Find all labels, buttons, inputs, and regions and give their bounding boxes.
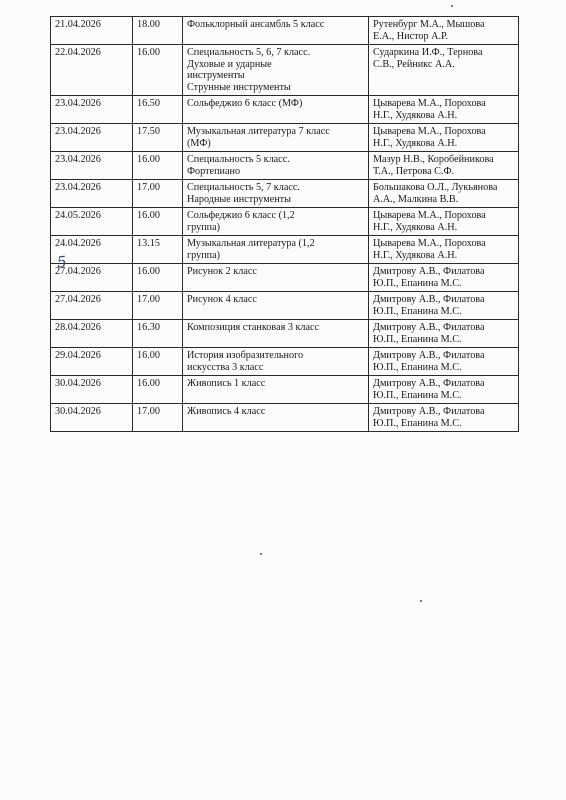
event-cell [183, 320, 369, 348]
time-cell: 16.00 [133, 208, 183, 236]
teachers-cell [369, 236, 519, 264]
teachers-cell-line: Н.Г., Худякова А.Н. [373, 221, 458, 233]
table-row [51, 208, 519, 236]
date-cell: 23.04.2026 [51, 180, 133, 208]
teachers-cell-line: Цыварева М.А., Порохова [373, 98, 486, 109]
table-row [51, 320, 519, 348]
event-cell-line: Музыкальная литература (1,2 [187, 238, 315, 249]
event-cell [183, 236, 369, 264]
teachers-cell [369, 264, 519, 292]
event-cell [183, 152, 369, 180]
event-cell-line: Рисунок 2 класс [187, 266, 257, 277]
event-cell-line: Музыкальная литература 7 класс [187, 126, 330, 137]
teachers-cell-line: Н.Г., Худякова А.Н. [373, 109, 458, 121]
event-cell [183, 404, 369, 432]
event-cell [183, 208, 369, 236]
teachers-cell-line: А.А., Малкина В.В. [373, 193, 459, 205]
teachers-cell [369, 96, 519, 124]
teachers-cell-line: Ю.П., Епанина М.С. [373, 305, 462, 317]
teachers-cell-line: Н.Г., Худякова А.Н. [373, 137, 458, 149]
event-cell [183, 292, 369, 320]
date-cell: 21.04.2026 [51, 17, 133, 45]
teachers-cell-line: С.В., Рейникс А.А. [373, 58, 455, 70]
time-cell: 16.00 [133, 45, 183, 96]
teachers-cell-line: Большакова О.Л., Лукьянова [373, 182, 498, 193]
event-cell [183, 376, 369, 404]
date-cell: 28.04.2026 [51, 320, 133, 348]
teachers-cell-line: Е.А., Нистор А.Р. [373, 30, 448, 42]
table-row [51, 17, 519, 45]
teachers-cell-line: Рутенбург М.А., Мышова [373, 19, 485, 30]
teachers-cell [369, 152, 519, 180]
schedule-body [51, 17, 519, 432]
teachers-cell-line: Ю.П., Епанина М.С. [373, 361, 462, 373]
event-cell-line: Специальность 5, 7 класс. [187, 182, 300, 193]
time-cell: 17.00 [133, 180, 183, 208]
event-cell-line: (МФ) [187, 137, 211, 149]
time-cell: 17.50 [133, 124, 183, 152]
time-cell: 16.00 [133, 264, 183, 292]
time-cell: 16.00 [133, 152, 183, 180]
event-cell-line: Композиция станковая 3 класс [187, 322, 320, 333]
teachers-cell [369, 180, 519, 208]
teachers-cell [369, 376, 519, 404]
table-row [51, 124, 519, 152]
table-row [51, 45, 519, 96]
teachers-cell-line: Мазур Н.В., Коробейникова [373, 154, 494, 165]
event-cell-line: Рисунок 4 класс [187, 294, 257, 305]
event-cell-line: История изобразительного [187, 350, 304, 361]
event-cell-line: инструменты [187, 70, 245, 81]
date-cell: 30.04.2026 [51, 376, 133, 404]
event-cell-line: группа) [187, 249, 221, 261]
date-cell: 23.04.2026 [51, 124, 133, 152]
event-cell-line: Сольфеджио 6 класс (1,2 [187, 210, 295, 221]
teachers-cell-line: Ю.П., Епанина М.С. [373, 389, 462, 401]
time-cell: 16.00 [133, 348, 183, 376]
time-cell: 17.00 [133, 292, 183, 320]
event-cell-line: Духовые и ударные [187, 58, 272, 70]
event-cell-line: Специальность 5, 6, 7 класс. [187, 47, 311, 58]
table-row [51, 264, 519, 292]
teachers-cell-line: Ю.П., Епанина М.С. [373, 417, 462, 429]
date-cell: 24.04.2026 [51, 236, 133, 264]
teachers-cell-line: Ю.П., Епанина М.С. [373, 333, 462, 345]
event-cell-line: Народные инструменты [187, 193, 291, 205]
time-cell: 13.15 [133, 236, 183, 264]
date-cell: 27.04.2026 [51, 292, 133, 320]
teachers-cell-line: Дмитрову А.В., Филатова [373, 294, 485, 305]
date-cell: 30.04.2026 [51, 404, 133, 432]
event-cell [183, 348, 369, 376]
table-row [51, 292, 519, 320]
event-cell [183, 264, 369, 292]
date-cell: 29.04.2026 [51, 348, 133, 376]
table-row [51, 152, 519, 180]
date-cell: 27.04.2026 [51, 264, 133, 292]
event-cell-line: Специальность 5 класс. [187, 154, 290, 165]
schedule-table [50, 16, 519, 432]
event-cell-line: искусства 3 класс [187, 361, 264, 373]
teachers-cell-line: Ю.П., Епанина М.С. [373, 277, 462, 289]
teachers-cell [369, 208, 519, 236]
event-cell-line: группа) [187, 221, 221, 233]
teachers-cell-line: Дмитрову А.В., Филатова [373, 378, 485, 389]
event-cell [183, 124, 369, 152]
teachers-cell [369, 124, 519, 152]
teachers-cell [369, 348, 519, 376]
event-cell [183, 45, 369, 96]
time-cell: 16.50 [133, 96, 183, 124]
teachers-cell-line: Цыварева М.А., Порохова [373, 210, 486, 221]
event-cell [183, 17, 369, 45]
teachers-cell-line: Цыварева М.А., Порохова [373, 238, 486, 249]
time-cell: 16.30 [133, 320, 183, 348]
table-row [51, 236, 519, 264]
event-cell-line: Фольклорный ансамбль 5 класс [187, 19, 325, 30]
table-row [51, 348, 519, 376]
teachers-cell-line: Дмитрову А.В., Филатова [373, 322, 485, 333]
table-row [51, 96, 519, 124]
scan-speck [451, 5, 453, 7]
scan-speck [420, 600, 422, 602]
teachers-cell [369, 320, 519, 348]
teachers-cell-line: Дмитрову А.В., Филатова [373, 266, 485, 277]
event-cell [183, 180, 369, 208]
event-cell-line: Сольфеджио 6 класс (МФ) [187, 98, 303, 109]
teachers-cell-line: Цыварева М.А., Порохова [373, 126, 486, 137]
teachers-cell-line: Сударкина И.Ф., Тернова [373, 47, 483, 58]
teachers-cell [369, 17, 519, 45]
teachers-cell-line: Н.Г., Худякова А.Н. [373, 249, 458, 261]
table-row [51, 180, 519, 208]
teachers-cell-line: Дмитрову А.В., Филатова [373, 350, 485, 361]
event-cell-line: Струнные инструменты [187, 81, 291, 93]
date-cell: 24.05.2026 [51, 208, 133, 236]
time-cell: 18.00 [133, 17, 183, 45]
teachers-cell-line: Дмитрову А.В., Филатова [373, 406, 485, 417]
time-cell: 17.00 [133, 404, 183, 432]
handwritten-mark: 5 [55, 252, 68, 272]
event-cell-line: Живопись 4 класс [187, 406, 266, 417]
scan-speck [260, 553, 262, 555]
date-cell: 23.04.2026 [51, 96, 133, 124]
teachers-cell [369, 404, 519, 432]
teachers-cell-line: Т.А., Петрова С.Ф. [373, 165, 455, 177]
date-cell: 22.04.2026 [51, 45, 133, 96]
event-cell-line: Фортепиано [187, 165, 241, 177]
time-cell: 16.00 [133, 376, 183, 404]
table-row [51, 404, 519, 432]
date-cell: 23.04.2026 [51, 152, 133, 180]
event-cell [183, 96, 369, 124]
event-cell-line: Живопись 1 класс [187, 378, 266, 389]
teachers-cell [369, 45, 519, 96]
teachers-cell [369, 292, 519, 320]
table-row [51, 376, 519, 404]
